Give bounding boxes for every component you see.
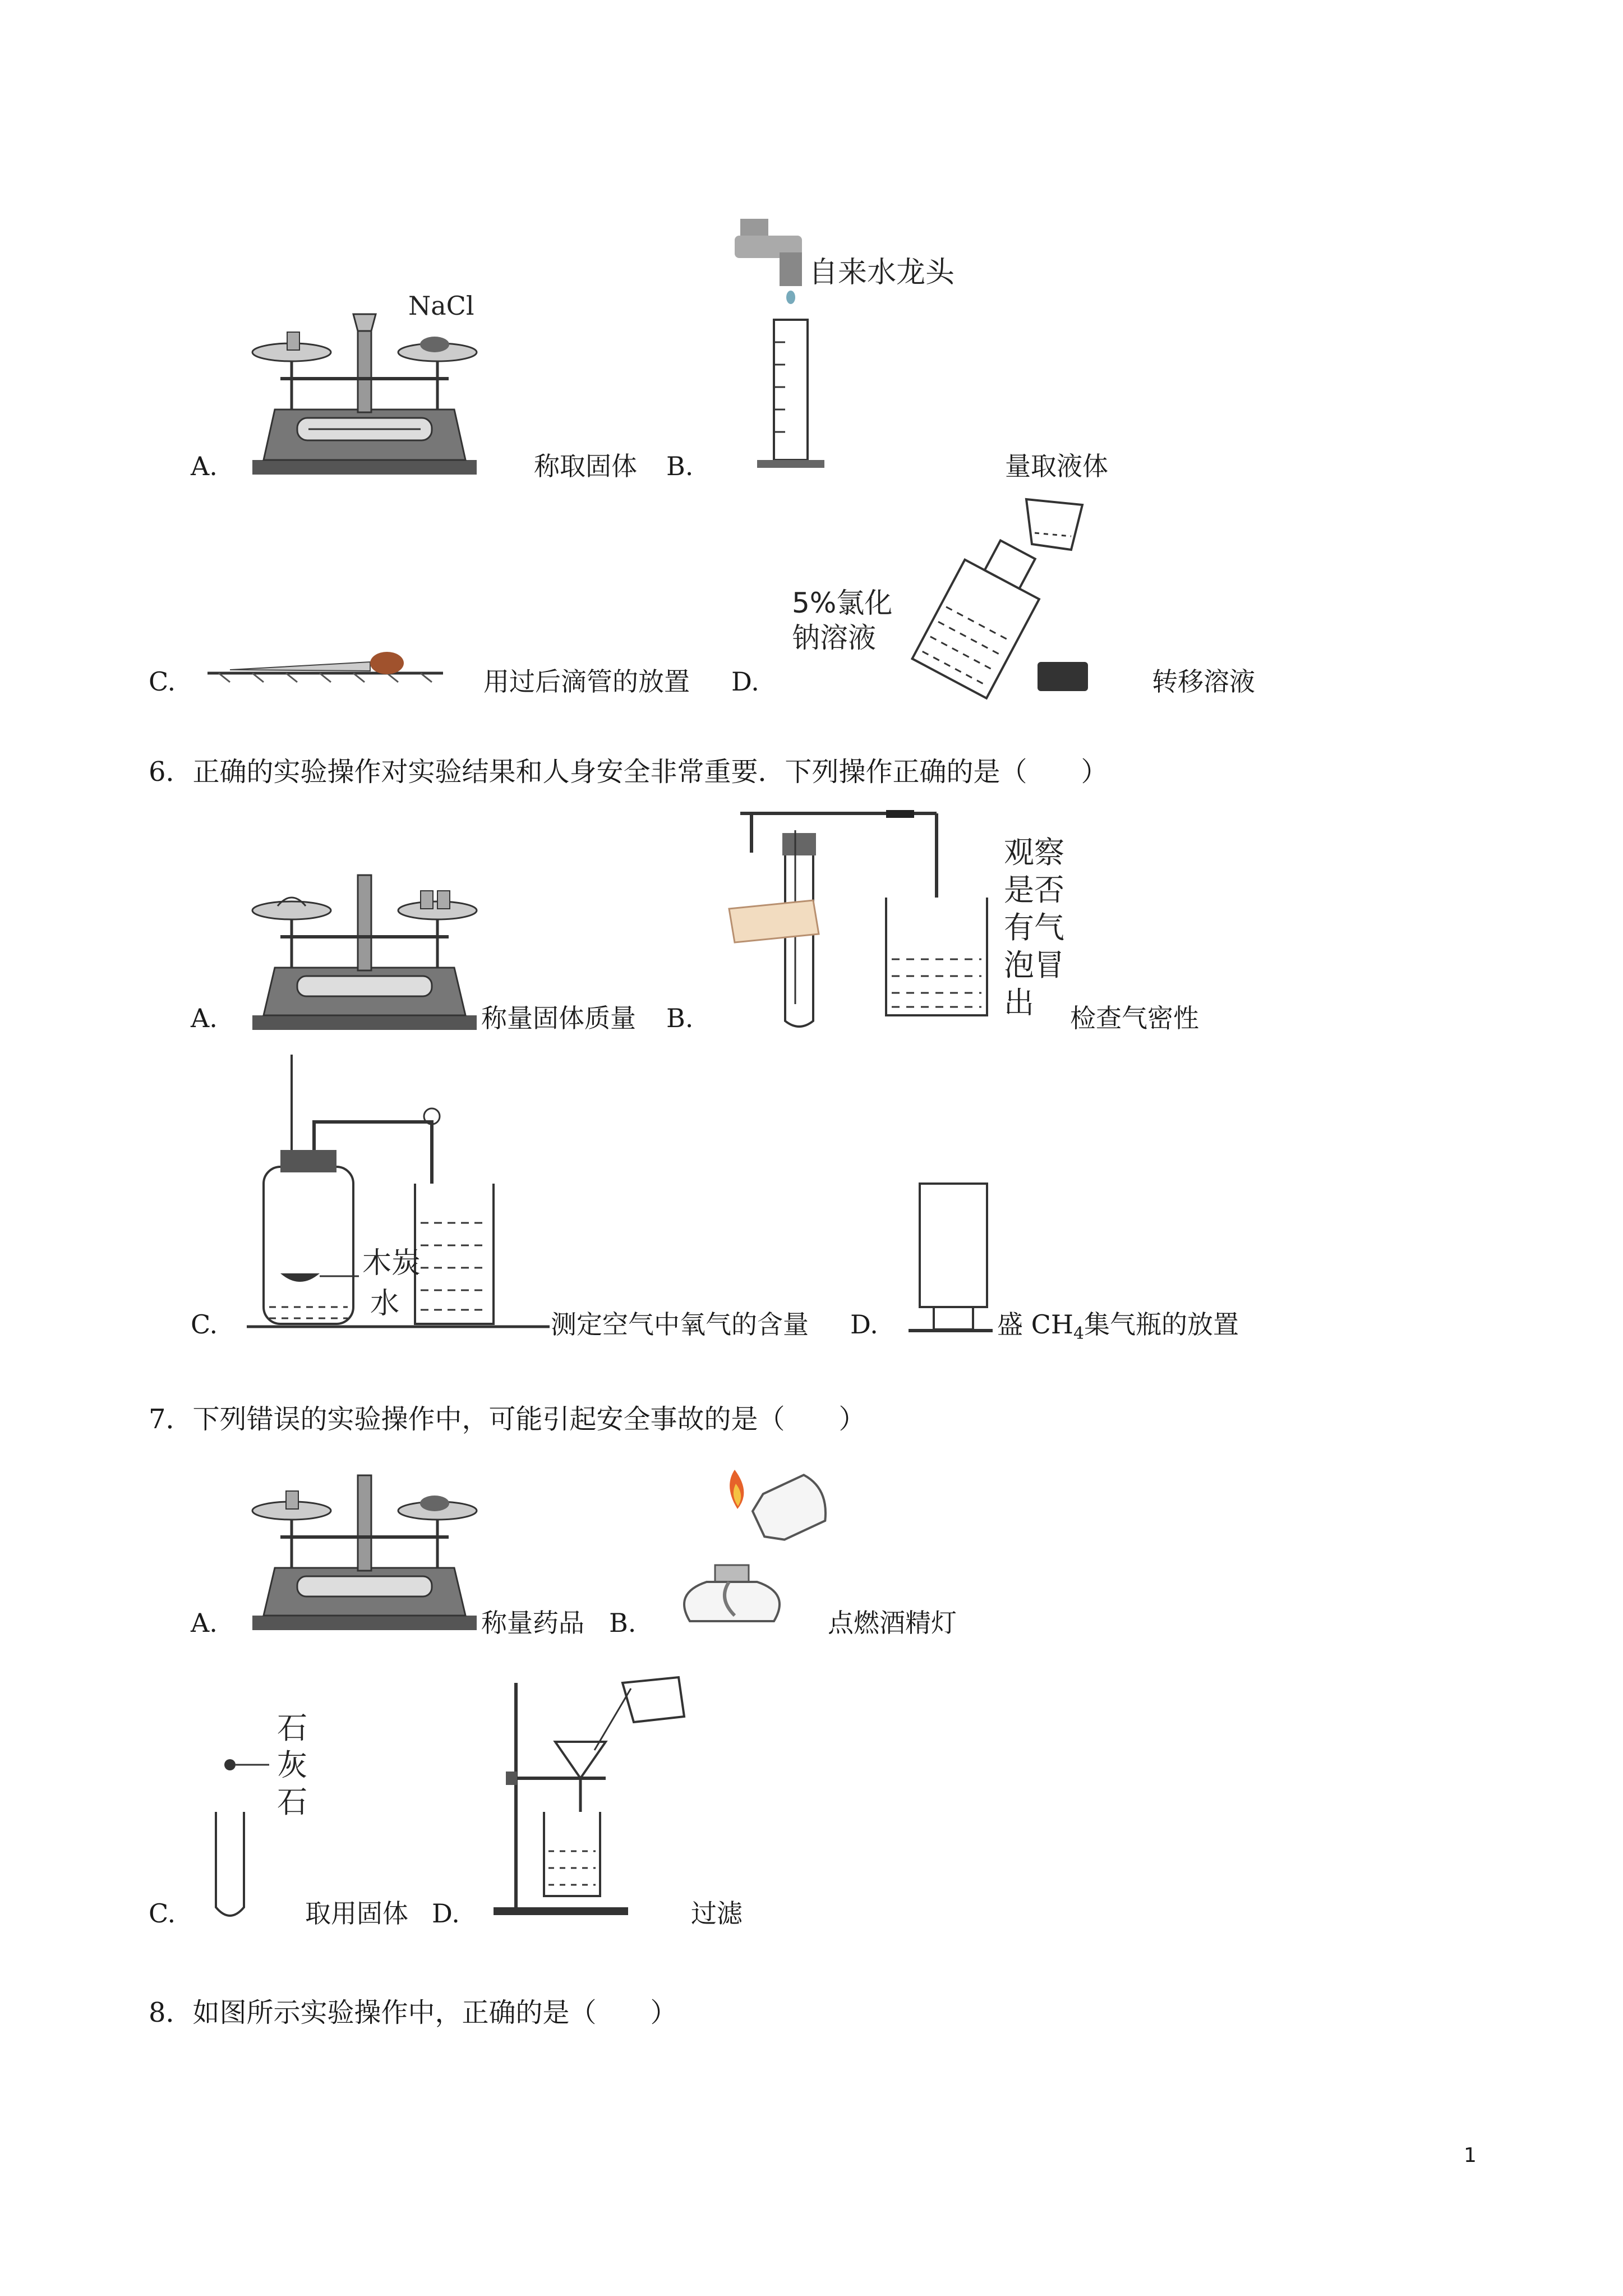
airtightness-label-line1: 观察 [1004,835,1064,870]
faucet-label: 自来水龙头 [809,256,955,289]
nacl-label: NaCl [408,291,474,321]
option-b-caption: 点燃酒精灯 [828,1608,957,1638]
balance-weighing-illustration [247,1458,482,1632]
airtightness-check-illustration [729,808,1021,1038]
option-d-letter: D. [731,666,759,697]
option-c-letter: C. [191,1309,218,1340]
charcoal-label: 木炭 [362,1246,421,1280]
balance-illustration [247,858,482,1032]
airtightness-label-line2: 是否 [1004,872,1064,908]
test-tube-illustration [208,1745,275,1924]
option-b-letter: B. [609,1608,637,1638]
option-b-letter: B. [666,451,694,481]
limestone-label-line2: 灰 [277,1747,307,1783]
airtightness-label-line5: 出 [1004,985,1034,1020]
faucet-cylinder-illustration [723,213,824,477]
option-a-letter: A. [191,1608,218,1638]
question-8-stem: 8．如图所示实验操作中，正确的是（ ） [149,1997,677,2028]
gas-bottle-illustration [909,1178,993,1341]
alcohol-lamp-illustration [673,1453,836,1632]
option-b-caption: 检查气密性 [1070,1003,1199,1033]
option-a-caption: 称量药品 [481,1608,584,1638]
dropper-illustration [208,645,443,684]
question-6-stem: 6．正确的实验操作对实验结果和人身安全非常重要．下列操作正确的是（ ） [149,756,1108,788]
option-b-caption: 量取液体 [1005,451,1108,481]
option-c-caption: 测定空气中氧气的含量 [551,1309,809,1340]
option-d-letter: D. [432,1898,460,1929]
airtightness-label-line4: 泡冒 [1004,947,1064,983]
option-d-letter: D. [850,1309,878,1340]
option-c-letter: C. [149,666,176,697]
option-a-caption: 称取固体 [534,451,637,481]
option-a-caption: 称量固体质量 [481,1003,636,1033]
transfer-solution-illustration [892,494,1105,696]
limestone-label-line1: 石 [277,1710,307,1746]
nacl-solution-label-line2: 钠溶液 [792,622,876,654]
water-label: 水 [370,1287,400,1320]
option-a-letter: A. [191,451,218,481]
option-d-caption: 过滤 [691,1898,743,1929]
question-7-stem: 7．下列错误的实验操作中，可能引起安全事故的是（ ） [149,1404,866,1435]
limestone-label-line3: 石 [277,1784,307,1820]
option-b-letter: B. [666,1003,694,1033]
option-c-caption: 取用固体 [305,1898,408,1929]
option-a-letter: A. [191,1003,218,1033]
nacl-solution-label-line1: 5%氯化 [792,587,893,619]
option-c-letter: C. [149,1898,176,1929]
page-number: 1 [1464,2144,1477,2167]
option-c-caption: 用过后滴管的放置 [483,666,690,697]
option-d-caption: 盛 $CH_4$集气瓶的放置 [997,1309,1239,1344]
filtration-illustration [494,1672,695,1924]
option-d-caption: 转移溶液 [1152,666,1255,697]
airtightness-label-line3: 有气 [1004,910,1064,945]
